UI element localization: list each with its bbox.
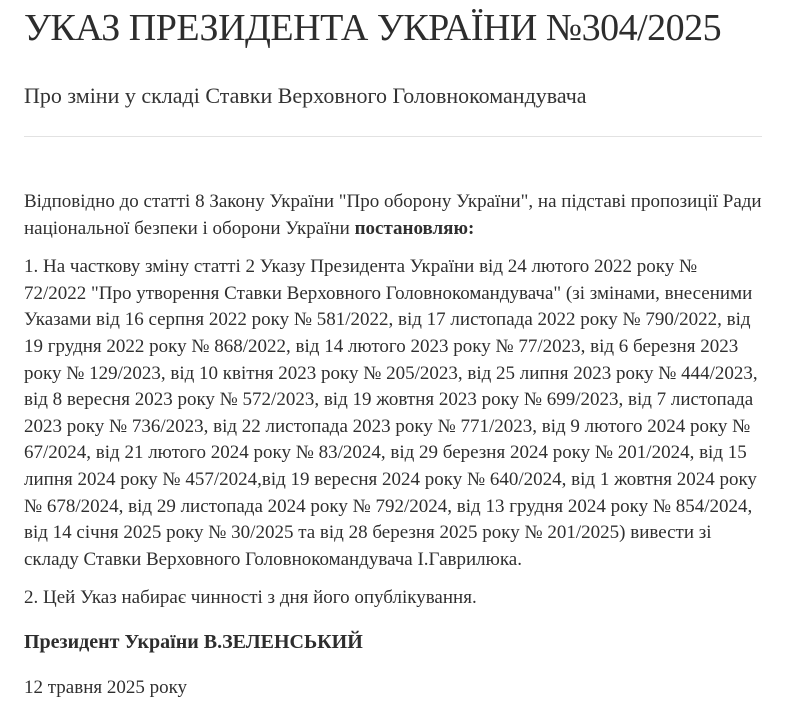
signature-line: Президент України В.ЗЕЛЕНСЬКИЙ (24, 631, 363, 653)
page-title: УКАЗ ПРЕЗИДЕНТА УКРАЇНИ №304/2025 (24, 7, 722, 49)
preamble-paragraph (24, 189, 762, 242)
article-1-paragraph: 1. На часткову зміну статті 2 Указу Президента України від 24 лютого 2022 року № 72/2022 "Про утворення Ставки Верховного Головнокомандувача" (зі змінами, внесеними Указами від 16 серпня 2022 року № 581/2022, від 17 листопада 2022 року № 790/2022, від 19 грудня 2022 року № 868/2022, від 14 лютого 2023 року № 77/2023, від 6 березня 2023 року № 129/2023, від 10 квітня 2023 року № 205/2023, від 25 липня 2023 року № 444/2023, від 8 вересня 2023 року № 572/2023, від 19 жовтня 2023 року № 699/2023, від 7 листопада 2023 року № 736/2023, від 22 листопада 2023 року № 771/2023, від 9 лютого 2024 року № 67/2024, від 21 лютого 2024 року № 83/2024, від 29 березня 2024 року № 201/2024, від 15 липня 2024 року № 457/2024,від 19 вересня 2024 року № 640/2024, від 1 жовтня 2024 року № 678/2024, від 29 листопада 2024 року № 792/2024, від 13 грудня 2024 року № 854/2024, від 14 січня 2025 року № 30/2025 та від 28 березня 2025 року № 201/2025) вивести зі складу Ставки Верховного Головнокомандувача І.Гаврилюка. (24, 256, 758, 570)
decree-subtitle: Про зміни у складі Ставки Верховного Головнокомандувача (24, 82, 587, 108)
date-line: 12 травня 2025 року (24, 677, 188, 698)
resolve-word: постановляю: (354, 217, 475, 239)
article-2-paragraph: 2. Цей Указ набирає чинності з дня його опублікування. (24, 587, 477, 609)
preamble-text: Відповідно до статті 8 Закону України "Про оборону України", на підставі пропозиції Ради національної безпеки і оборони України (24, 191, 762, 239)
horizontal-divider (24, 136, 762, 137)
